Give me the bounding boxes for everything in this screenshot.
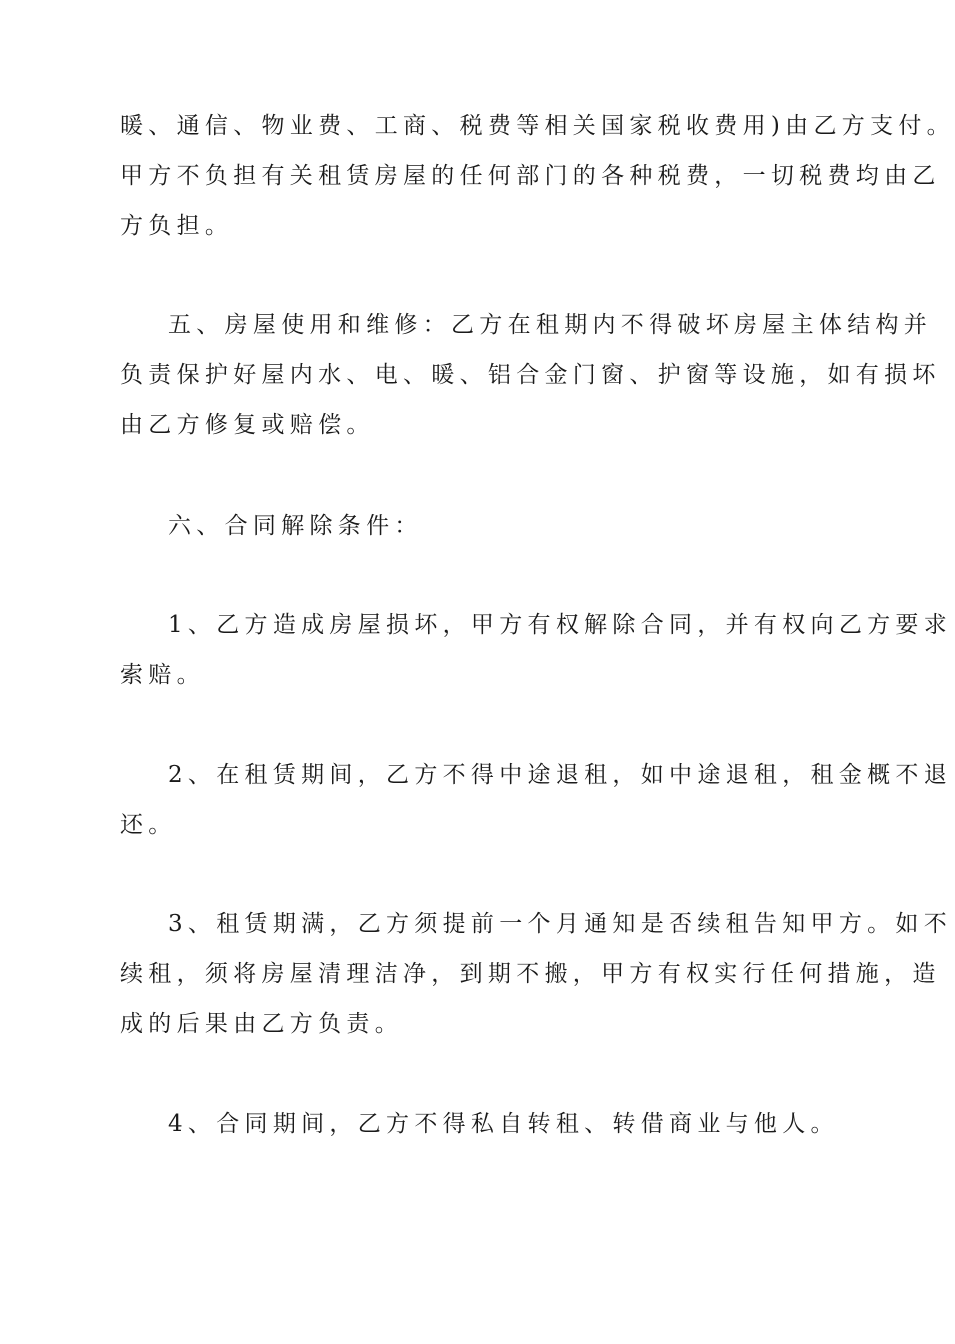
paragraph-line: 负责保护好屋内水、电、暖、铝合金门窗、护窗等设施，如有损坏 (120, 362, 941, 388)
paragraph-line: 续租，须将房屋清理洁净，到期不搬，甲方有权实行任何措施，造 (120, 961, 941, 987)
paragraph-line: 由乙方修复或赔偿。 (120, 412, 375, 438)
paragraph-line: 4、合同期间，乙方不得私自转租、转借商业与他人。 (168, 1111, 839, 1137)
paragraph-line: 甲方不负担有关租赁房屋的任何部门的各种税费，一切税费均由乙 (120, 163, 941, 189)
paragraph-line: 2、在租赁期间，乙方不得中途退租，如中途退租，租金概不退 (168, 762, 953, 788)
paragraph-line: 索赔。 (120, 662, 205, 688)
paragraph-line: 暖、通信、物业费、工商、税费等相关国家税收费用)由乙方支付。 (120, 113, 955, 139)
paragraph-line: 3、租赁期满，乙方须提前一个月通知是否续租告知甲方。如不 (168, 911, 953, 937)
paragraph-line: 方负担。 (120, 213, 234, 239)
paragraph-line: 1、乙方造成房屋损坏，甲方有权解除合同，并有权向乙方要求 (168, 612, 953, 638)
paragraph-line: 五、房屋使用和维修：乙方在租期内不得破坏房屋主体结构并 (168, 312, 933, 338)
paragraph-line: 还。 (120, 812, 177, 838)
paragraph-line: 成的后果由乙方负责。 (120, 1011, 403, 1037)
section-heading: 六、合同解除条件： (168, 513, 423, 539)
